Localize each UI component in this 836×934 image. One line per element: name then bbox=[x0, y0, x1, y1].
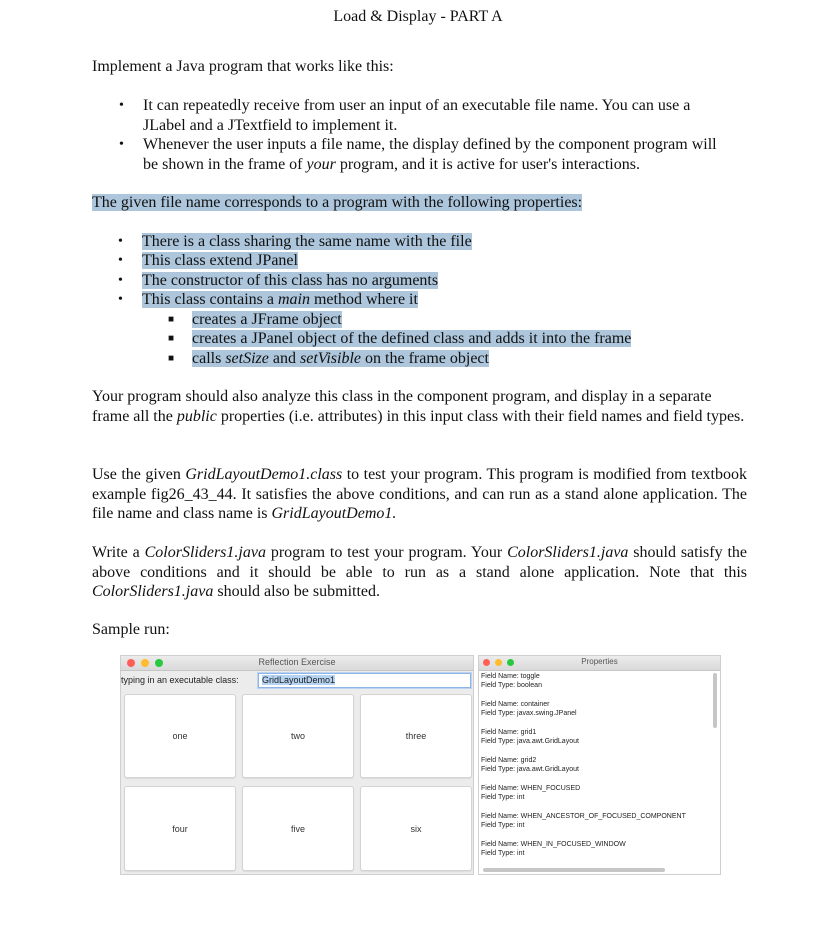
list-item: • There is a class sharing the same name with the file bbox=[118, 233, 472, 250]
horizontal-scrollbar[interactable] bbox=[483, 868, 665, 872]
list-item: ■ calls setSize and setVisible on the frame object bbox=[168, 350, 489, 367]
list-item: • The constructor of this class has no arguments bbox=[118, 272, 439, 289]
grid-button-three[interactable]: three bbox=[360, 694, 472, 778]
bullet-icon: • bbox=[118, 253, 123, 268]
class-input-value: GridLayoutDemo1 bbox=[262, 675, 336, 685]
bullet-text: Whenever the user inputs a file name, the display defined by the component program will bbox=[143, 136, 717, 153]
bullet-text: program, and it is active for user's interactions. bbox=[335, 155, 640, 173]
list-item: Field Name: WHEN_ANCESTOR_OF_FOCUSED_COMPONENT Field Type: int bbox=[481, 813, 686, 829]
window-title: Properties bbox=[581, 657, 618, 666]
bullet-icon: ■ bbox=[168, 314, 175, 325]
list-item bbox=[119, 135, 747, 174]
bullet-icon: • bbox=[118, 273, 123, 288]
document-title: Load & Display - PART A bbox=[333, 8, 503, 25]
analysis-paragraph: Your program should also analyze this class in the component program, and display in a separate frame all the public properties (i.e. attributes) in this input class with their field names and field types. bbox=[92, 388, 745, 425]
bullet-icon: • bbox=[118, 234, 123, 249]
list-item: Field Name: grid1 Field Type: java.awt.GridLayout bbox=[481, 729, 579, 745]
titlebar bbox=[479, 656, 720, 671]
bullet-text: It can repeatedly receive from user an input of an executable file name. You can use a bbox=[143, 97, 691, 114]
properties-heading: The given file name corresponds to a program with the following properties: bbox=[92, 194, 583, 211]
colorsliders-paragraph: Write a ColorSliders1.java program to test your program. Your ColorSliders1.java should satisfy the above conditions and it should be able to run as a stand alone application. Note that this ColorSliders1.java should also be submitted. bbox=[92, 544, 747, 600]
test-paragraph: Use the given GridLayoutDemo1.class to test your program. This program is modified from textbook example fig26_43_44. It satisfies the above conditions, and can run as a stand alone application. The file name and class name is GridLayoutDemo1. bbox=[92, 466, 747, 522]
list-item: • This class contains a main method where it bbox=[118, 291, 418, 308]
class-input[interactable] bbox=[258, 673, 471, 688]
bullet-text: JLabel and a JTextfield to implement it. bbox=[143, 116, 398, 134]
titlebar bbox=[121, 656, 473, 671]
class-input-label: typing in an executable class: bbox=[121, 675, 239, 685]
list-item: Field Name: toggle Field Type: boolean bbox=[481, 673, 542, 689]
grid-button-six[interactable]: six bbox=[360, 786, 472, 871]
grid-button-one[interactable]: one bbox=[124, 694, 236, 778]
list-item: • This class extend JPanel bbox=[118, 252, 298, 269]
bullet-icon: • bbox=[118, 292, 123, 307]
list-item: Field Name: grid2 Field Type: java.awt.GridLayout bbox=[481, 757, 579, 773]
list-item: Field Name: WHEN_IN_FOCUSED_WINDOW Field Type: int bbox=[481, 841, 626, 857]
properties-window bbox=[478, 655, 721, 875]
grid-button-four[interactable]: four bbox=[124, 786, 236, 871]
grid-button-five[interactable]: five bbox=[242, 786, 354, 871]
bullet-emphasis: your bbox=[306, 155, 336, 173]
reflection-window bbox=[120, 655, 474, 875]
bullet-icon: • bbox=[119, 98, 124, 113]
bullet-text: be shown in the frame of bbox=[143, 155, 307, 173]
list-item: ■ creates a JPanel object of the defined class and adds it into the frame bbox=[168, 330, 632, 347]
list-item: Field Name: WHEN_FOCUSED Field Type: int bbox=[481, 785, 581, 801]
bullet-icon: ■ bbox=[168, 333, 175, 344]
properties-list[interactable] bbox=[481, 672, 709, 864]
bullet-icon: ■ bbox=[168, 353, 175, 364]
intro-text: Implement a Java program that works like this: bbox=[92, 58, 394, 75]
list-item bbox=[119, 96, 747, 135]
vertical-scrollbar[interactable] bbox=[713, 673, 717, 728]
window-title: Reflection Exercise bbox=[258, 657, 336, 667]
list-item: ■ creates a JFrame object bbox=[168, 311, 342, 328]
sample-run-label: Sample run: bbox=[92, 621, 170, 638]
bullet-icon: • bbox=[119, 137, 124, 152]
grid-button-two[interactable]: two bbox=[242, 694, 354, 778]
list-item: Field Name: container Field Type: javax.swing.JPanel bbox=[481, 701, 577, 717]
